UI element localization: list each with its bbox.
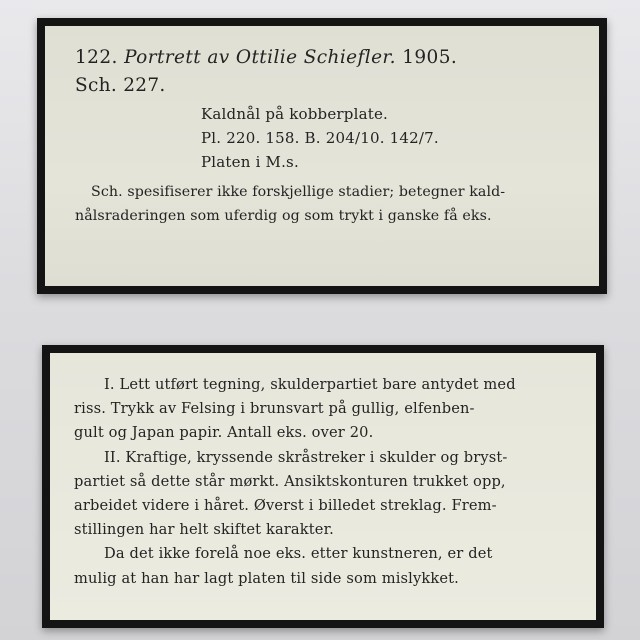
- state-two-line: stillingen har helt skiftet karakter.: [74, 521, 334, 539]
- technique-line: Kaldnål på kobberplate.: [201, 105, 389, 123]
- bottom-frame: [42, 345, 604, 628]
- technique-details: [75, 102, 583, 174]
- entry-title: [75, 44, 583, 72]
- schiefler-note: [75, 180, 583, 228]
- entry-work-title: Portrett av Ottilie Schiefler.: [124, 47, 396, 68]
- closing-note-line: mulig at han har lagt platen til side som mislykket.: [74, 569, 459, 587]
- dimensions-line: Pl. 220. 158. B. 204/10. 142/7.: [201, 129, 439, 147]
- top-frame: [37, 18, 607, 294]
- state-two-line: arbeidet videre i håret. Øverst i billedet streklag. Frem-: [74, 497, 497, 515]
- entry-number: 122.: [75, 47, 118, 68]
- state-two-line: partiet så dette står mørkt. Ansiktskonturen trukket opp,: [74, 472, 506, 490]
- top-catalog-card: [45, 26, 599, 286]
- bottom-catalog-card: [50, 353, 596, 620]
- plate-location-line: Platen i M.s.: [201, 153, 299, 171]
- entry-year: 1905.: [402, 47, 458, 68]
- note-line: nålsraderingen som uferdig og som trykt i ganske få eks.: [75, 208, 492, 224]
- state-one-line: riss. Trykk av Felsing i brunsvart på gullig, elfenben-: [74, 400, 475, 418]
- note-line: Sch. spesifiserer ikke forskjellige stadier; betegner kald-: [91, 184, 506, 200]
- state-two-line: II. Kraftige, kryssende skråstreker i skulder og bryst-: [104, 448, 508, 466]
- state-one-line: gult og Japan papir. Antall eks. over 20.: [74, 424, 374, 442]
- closing-note-line: Da det ikke forelå noe eks. etter kunstneren, er det: [104, 545, 493, 563]
- state-one-line: I. Lett utført tegning, skulderpartiet bare antydet med: [104, 376, 516, 393]
- schiefler-reference: Sch. 227.: [75, 75, 166, 96]
